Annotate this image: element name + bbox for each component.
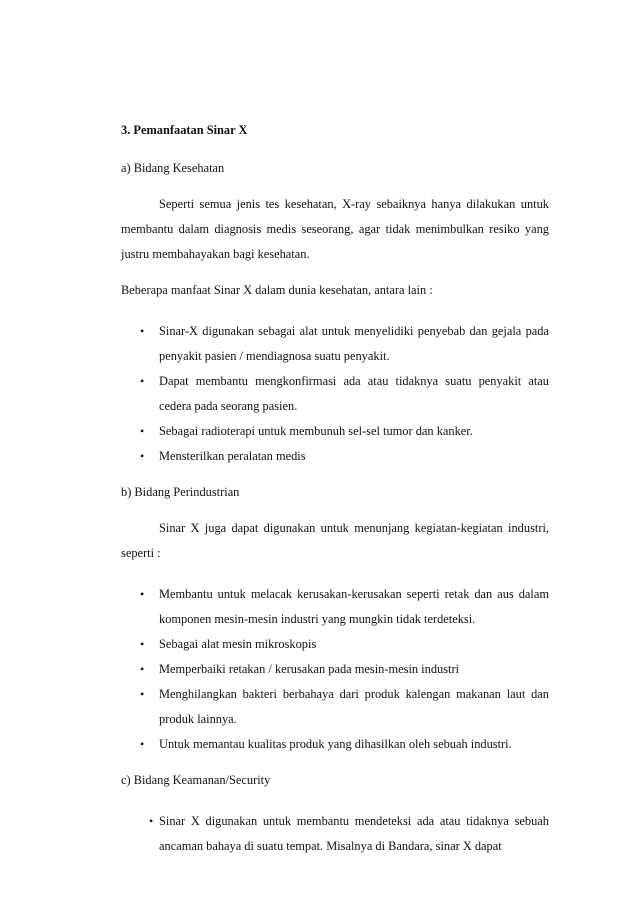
list-item-text: Menghilangkan bakteri berbahaya dari produk kalengan makanan laut dan produk lainnya. [159, 687, 549, 726]
heading-kesehatan: a) Bidang Kesehatan [121, 161, 225, 175]
heading-keamanan: c) Bidang Keamanan/Security [121, 773, 271, 787]
list-item [121, 809, 549, 859]
list-item [121, 444, 549, 469]
list-item [121, 632, 549, 657]
heading-perindustrian: b) Bidang Perindustrian [121, 485, 240, 499]
bullet-icon: • [140, 687, 145, 701]
bullet-icon: • [149, 814, 154, 828]
list-item-text: Dapat membantu mengkonfirmasi ada atau tidaknya suatu penyakit atau cedera pada seorang pasien. [159, 374, 549, 413]
list-item-text: Sinar-X digunakan sebagai alat untuk menyelidiki penyebab dan gejala pada penyakit pasien / mendiagnosa suatu penyakit. [159, 324, 549, 363]
bullet-icon: • [140, 324, 145, 338]
list-perindustrian [121, 582, 549, 757]
bullet-icon: • [140, 424, 145, 438]
list-item-text: Memperbaiki retakan / kerusakan pada mesin-mesin industri [159, 662, 460, 676]
section-title: 3. Pemanfaatan Sinar X [121, 123, 248, 137]
list-item [121, 582, 549, 632]
intro-kesehatan: Beberapa manfaat Sinar X dalam dunia kesehatan, antara lain : [121, 283, 433, 297]
bullet-icon: • [140, 374, 145, 388]
list-item [121, 369, 549, 419]
bullet-icon: • [140, 637, 145, 651]
bullet-icon: • [140, 662, 145, 676]
list-item-text: Sinar X digunakan untuk membantu mendeteksi ada atau tidaknya sebuah ancaman bahaya di suatu tempat. Misalnya di Bandara, sinar X dapat [159, 814, 549, 853]
bullet-icon: • [140, 587, 145, 601]
list-item-text: Mensterilkan peralatan medis [159, 449, 306, 463]
list-item-text: Sebagai alat mesin mikroskopis [159, 637, 317, 651]
list-keamanan [121, 809, 549, 859]
list-item [121, 657, 549, 682]
bullet-icon: • [140, 737, 145, 751]
list-item-text: Untuk memantau kualitas produk yang dihasilkan oleh sebuah industri. [159, 737, 512, 751]
list-item [121, 682, 549, 732]
list-kesehatan [121, 319, 549, 469]
list-item [121, 732, 549, 757]
list-item-text: Sebagai radioterapi untuk membunuh sel-sel tumor dan kanker. [159, 424, 473, 438]
list-item-text: Membantu untuk melacak kerusakan-kerusakan seperti retak dan aus dalam komponen mesin-mesin industri yang mungkin tidak terdeteksi. [159, 587, 549, 626]
list-item [121, 319, 549, 369]
bullet-icon: • [140, 449, 145, 463]
document-page [121, 118, 549, 870]
paragraph-kesehatan: Seperti semua jenis tes kesehatan, X-ray sebaiknya hanya dilakukan untuk membantu dalam diagnosis medis seseorang, agar tidak menimbulkan resiko yang justru membahayakan bagi kesehatan. [121, 197, 549, 261]
paragraph-perindustrian: Sinar X juga dapat digunakan untuk menunjang kegiatan-kegiatan industri, seperti : [121, 521, 549, 560]
list-item [121, 419, 549, 444]
